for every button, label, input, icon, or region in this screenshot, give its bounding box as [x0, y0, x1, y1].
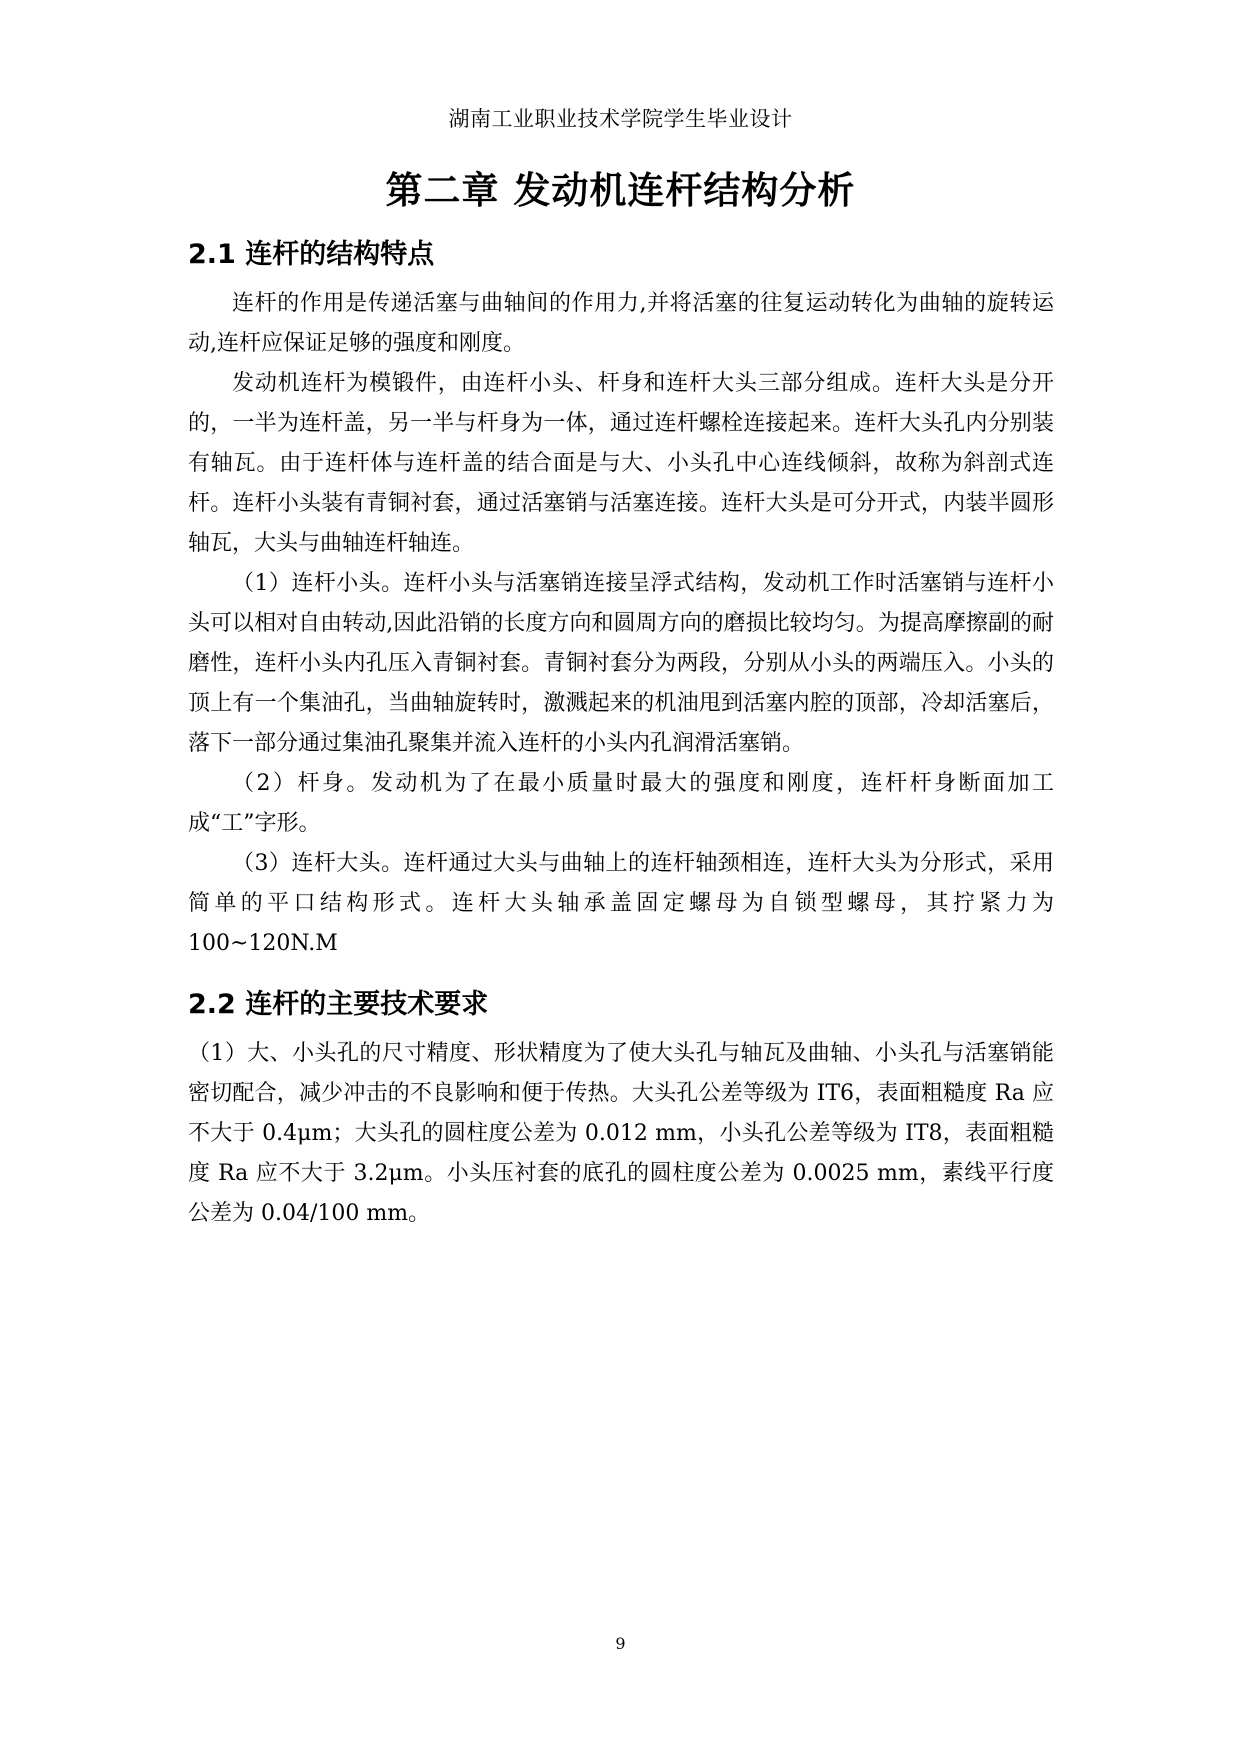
section-heading-2-2: 2.2 连杆的主要技术要求: [188, 988, 489, 1020]
document-body: [188, 236, 1054, 1234]
paragraph: 连杆的作用是传递活塞与曲轴间的作用力,并将活塞的往复运动转化为曲轴的旋转运动,连杆应保证足够的强度和刚度。: [188, 290, 1054, 356]
paragraph: （1）连杆小头。连杆小头与活塞销连接呈浮式结构，发动机工作时活塞销与连杆小头可以相对自由转动,因此沿销的长度方向和圆周方向的磨损比较均匀。为提高摩擦副的耐磨性，连杆小头内孔压入青铜衬套。青铜衬套分为两段，分别从小头的两端压入。小头的顶上有一个集油孔，当曲轴旋转时，激溅起来的机油甩到活塞内腔的顶部，冷却活塞后，落下一部分通过集油孔聚集并流入连杆的小头内孔润滑活塞销。: [188, 570, 1054, 756]
paragraph: （1）大、小头孔的尺寸精度、形状精度为了使大头孔与轴瓦及曲轴、小头孔与活塞销能密切配合，减少冲击的不良影响和便于传热。大头孔公差等级为 IT6，表面粗糙度 Ra 应不大于 0.4μm；大头孔的圆柱度公差为 0.012 mm，小头孔公差等级为 IT8，表面粗糙度 Ra 应不大于 3.2μm。小头压衬套的底孔的圆柱度公差为 0.0025 mm，素线平行度公差为 0.04/100 mm。: [188, 1040, 1054, 1226]
paragraph: （3）连杆大头。连杆通过大头与曲轴上的连杆轴颈相连，连杆大头为分形式，采用简单的平口结构形式。连杆大头轴承盖固定螺母为自锁型螺母，其拧紧力为 100~120N.M: [188, 850, 1054, 956]
paragraph: （2）杆身。发动机为了在最小质量时最大的强度和刚度，连杆杆身断面加工成“工”字形。: [188, 770, 1054, 836]
page-number: 9: [615, 1634, 626, 1653]
paragraph: 发动机连杆为模锻件，由连杆小头、杆身和连杆大头三部分组成。连杆大头是分开的，一半为连杆盖，另一半与杆身为一体，通过连杆螺栓连接起来。连杆大头孔内分别装有轴瓦。由于连杆体与连杆盖的结合面是与大、小头孔中心连线倾斜，故称为斜剖式连杆。连杆小头装有青铜衬套，通过活塞销与活塞连接。连杆大头是可分开式，内装半圆形轴瓦，大头与曲轴连杆轴连。: [188, 370, 1054, 556]
section-heading-2-1: 2.1 连杆的结构特点: [188, 239, 435, 270]
page-header: 湖南工业职业技术学院学生毕业设计: [448, 107, 793, 131]
chapter-title: 第二章 发动机连杆结构分析: [385, 169, 856, 212]
